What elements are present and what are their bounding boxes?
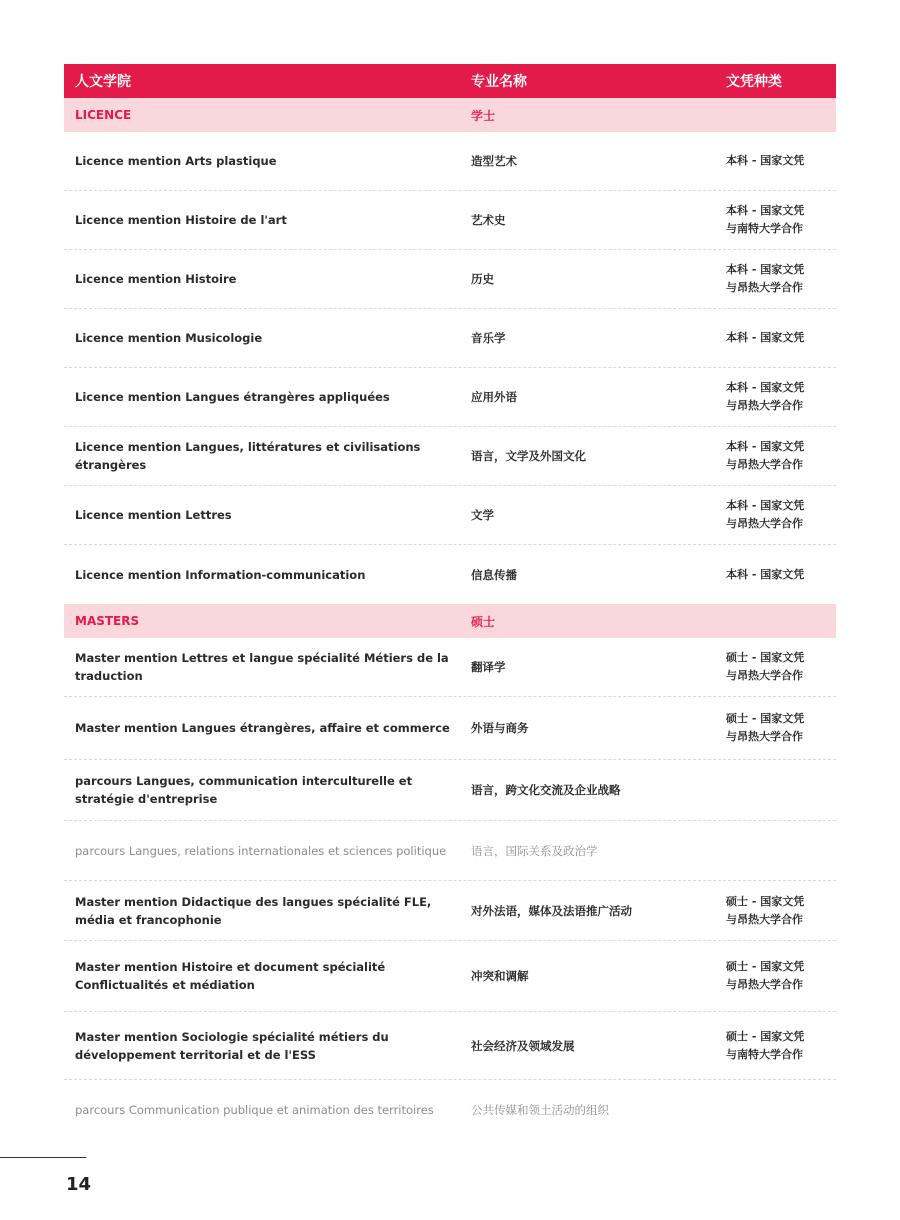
program-fr: Licence mention Langues, littératures et civilisations étrangères (75, 440, 421, 472)
program-cn: 翻译学 (471, 660, 506, 674)
program-cn: 音乐学 (471, 331, 506, 345)
table-row (64, 697, 836, 760)
table-row (64, 760, 836, 821)
program-fr: Master mention Sociologie spécialité métiers du développement territorial et de l'ESS (75, 1029, 389, 1062)
diploma-type: 本科 - 国家文凭 (726, 154, 805, 167)
program-cn: 冲突和调解 (471, 969, 529, 983)
program-cn: 历史 (471, 272, 494, 286)
table-row (64, 881, 836, 941)
program-fr: parcours Langues, communication interculturelle et stratégie d'entreprise (75, 774, 413, 806)
table-row (64, 821, 836, 881)
table-header (64, 64, 836, 98)
program-cn: 文学 (471, 508, 494, 522)
program-fr: Master mention Langues étrangères, affaire et commerce (75, 721, 450, 735)
program-fr: Licence mention Musicologie (75, 331, 263, 345)
table-row (64, 191, 836, 250)
program-fr: Licence mention Histoire de l'art (75, 213, 287, 227)
page-number-rule (0, 1157, 86, 1158)
table-row (64, 1080, 836, 1140)
program-fr: Licence mention Information-communication (75, 567, 366, 582)
program-fr: parcours Langues, relations internationales et sciences politique (75, 843, 447, 858)
section-title: MASTERS (75, 614, 140, 628)
table-row (64, 1012, 836, 1080)
header-program-name: 专业名称 (471, 74, 527, 90)
program-cn: 艺术史 (471, 213, 506, 227)
page-number: 14 (66, 1174, 92, 1195)
header-faculty: 人文学院 (75, 74, 131, 90)
diploma-type: 本科 - 国家文凭 (726, 331, 805, 344)
table-row (64, 545, 836, 604)
program-fr: Licence mention Histoire (75, 272, 237, 286)
section-title-cn: 硕士 (471, 614, 496, 629)
program-cn: 公共传媒和领土活动的组织 (471, 1103, 609, 1117)
program-cn: 语言，国际关系及政治学 (471, 843, 598, 858)
program-fr: Master mention Lettres et langue spécialité Métiers de la traduction (75, 651, 449, 683)
program-fr: Licence mention Lettres (75, 508, 232, 522)
program-cn: 语言，文学及外国文化 (471, 449, 586, 463)
table-row (64, 941, 836, 1012)
diploma-type: 硕士 - 国家文凭 与昂热大学合作 (726, 651, 805, 682)
diploma-type: 硕士 - 国家文凭 与昂热大学合作 (726, 894, 805, 926)
program-cn: 应用外语 (471, 390, 517, 404)
section-title: LICENCE (75, 108, 132, 122)
diploma-type: 本科 - 国家文凭 与昂热大学合作 (726, 263, 805, 294)
section-licence (64, 98, 836, 132)
program-cn: 语言，跨文化交流及企业战略 (471, 783, 621, 797)
table-row (64, 427, 836, 486)
table-row (64, 368, 836, 427)
programs-table (64, 64, 836, 1140)
program-fr: Licence mention Langues étrangères appliquées (75, 390, 390, 404)
program-cn: 对外法语，媒体及法语推广活动 (471, 903, 632, 918)
section-masters (64, 604, 836, 638)
diploma-type: 本科 - 国家文凭 与昂热大学合作 (726, 440, 805, 471)
program-cn: 信息传播 (471, 567, 517, 582)
section-title-cn: 学士 (471, 108, 496, 123)
table-row (64, 309, 836, 368)
table-row (64, 638, 836, 697)
diploma-type: 硕士 - 国家文凭 与南特大学合作 (726, 1029, 805, 1061)
diploma-type: 硕士 - 国家文凭 与昂热大学合作 (726, 712, 805, 743)
diploma-type: 硕士 - 国家文凭 与昂热大学合作 (726, 960, 805, 991)
diploma-type: 本科 - 国家文凭 与昂热大学合作 (726, 499, 805, 530)
program-fr: Licence mention Arts plastique (75, 154, 277, 168)
diploma-type: 本科 - 国家文凭 (726, 567, 805, 581)
program-fr: Master mention Didactique des langues spécialité FLE, média et francophonie (75, 894, 432, 927)
table-row (64, 132, 836, 191)
program-cn: 造型艺术 (471, 154, 517, 168)
table-row (64, 250, 836, 309)
program-cn: 社会经济及领域发展 (471, 1038, 575, 1053)
program-cn: 外语与商务 (471, 721, 529, 735)
program-fr: Master mention Histoire et document spécialité Conflictualités et médiation (75, 960, 386, 992)
table-row (64, 486, 836, 545)
diploma-type: 本科 - 国家文凭 与昂热大学合作 (726, 381, 805, 412)
diploma-type: 本科 - 国家文凭 与南特大学合作 (726, 204, 805, 235)
header-diploma-type: 文凭种类 (726, 74, 782, 90)
program-fr: parcours Communication publique et animation des territoires (75, 1103, 434, 1117)
